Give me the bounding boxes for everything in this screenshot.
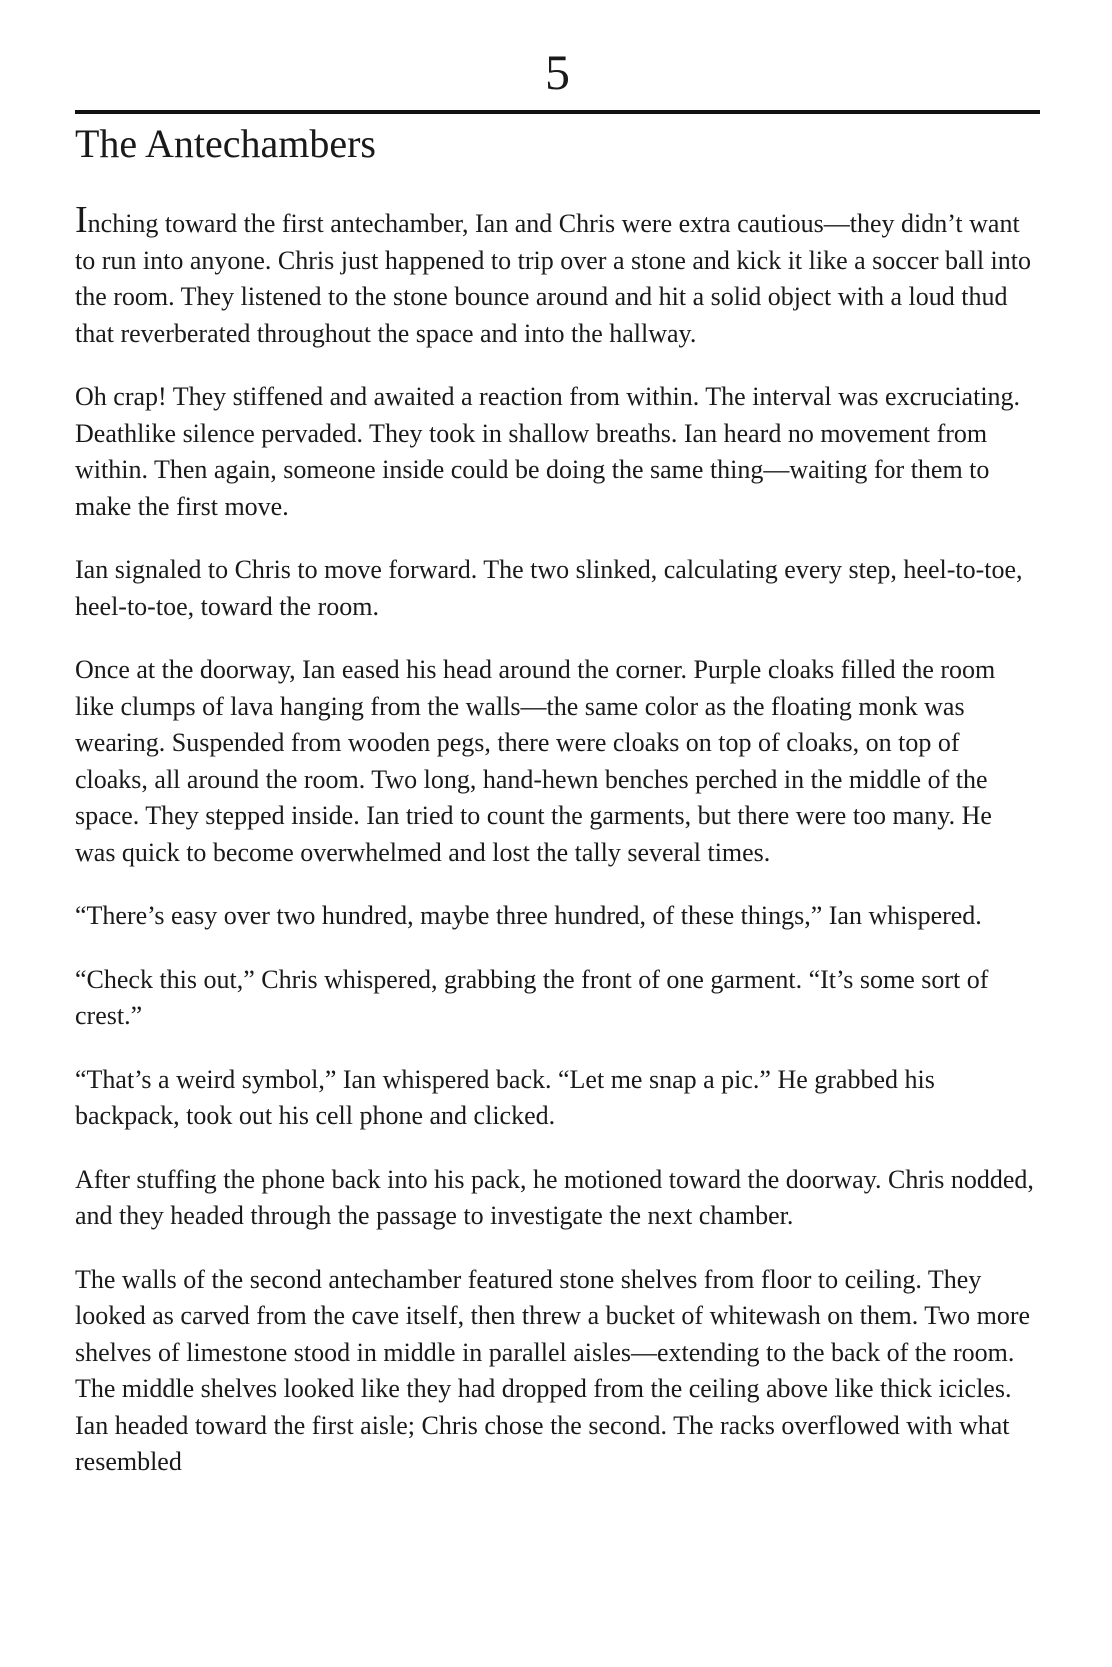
paragraph-6: “Check this out,” Chris whispered, grabbing the front of one garment. “It’s some sort of crest.” [75, 964, 989, 1030]
paragraph-4: Once at the doorway, Ian eased his head around the corner. Purple cloaks filled the room like clumps of lava hanging from the walls—the same color as the floating monk was wearing. Suspended from wooden pegs, there were cloaks on top of cloaks, on top of cloaks, all around the room. Two long, hand-hewn benches perched in the middle of the space. They stepped inside. Ian tried to count the garments, but there were too many. He was quick to become overwhelmed and lost the tally several times. [75, 655, 996, 867]
paragraph-text: nching toward the first antechamber, Ian and Chris were extra cautious—they didn’t want to run into anyone. Chris just happened to trip over a stone and kick it like a soccer ball into the room. They listened to the stone bounce around and hit a solid object with a loud thud that reverberated throughout the space and into the hallway. [75, 209, 1031, 348]
chapter-body [75, 199, 1040, 1481]
paragraph-9: The walls of the second antechamber featured stone shelves from floor to ceiling. They looked as carved from the cave itself, then threw a bucket of whitewash on them. Two more shelves of limestone stood in middle in parallel aisles—extending to the back of the room. The middle shelves looked like they had dropped from the ceiling above like thick icicles. Ian headed toward the first aisle; Chris chose the second. The racks overflowed with what resembled [75, 1264, 1031, 1476]
chapter-number: 5 [545, 44, 570, 100]
paragraph-2: Oh crap! They stiffened and awaited a reaction from within. The interval was excruciating. Deathlike silence pervaded. They took in shallow breaths. Ian heard no movement from within. Then again, someone inside could be doing the same thing—waiting for them to make the first move. [75, 382, 1021, 521]
chapter-title: The Antechambers [75, 121, 376, 166]
paragraph-7: “That’s a weird symbol,” Ian whispered back. “Let me snap a pic.” He grabbed his backpack, took out his cell phone and clicked. [75, 1064, 935, 1130]
chapter-divider [75, 110, 1040, 114]
book-page [75, 0, 1040, 1508]
drop-cap: I [75, 199, 88, 241]
paragraph-8: After stuffing the phone back into his pack, he motioned toward the doorway. Chris nodded, and they headed through the passage to investigate the next chamber. [75, 1164, 1034, 1230]
paragraph-5: “There’s easy over two hundred, maybe three hundred, of these things,” Ian whispered. [75, 901, 982, 930]
paragraph-1 [75, 199, 1040, 352]
paragraph-3: Ian signaled to Chris to move forward. The two slinked, calculating every step, heel-to-toe, heel-to-toe, toward the room. [75, 555, 1023, 621]
